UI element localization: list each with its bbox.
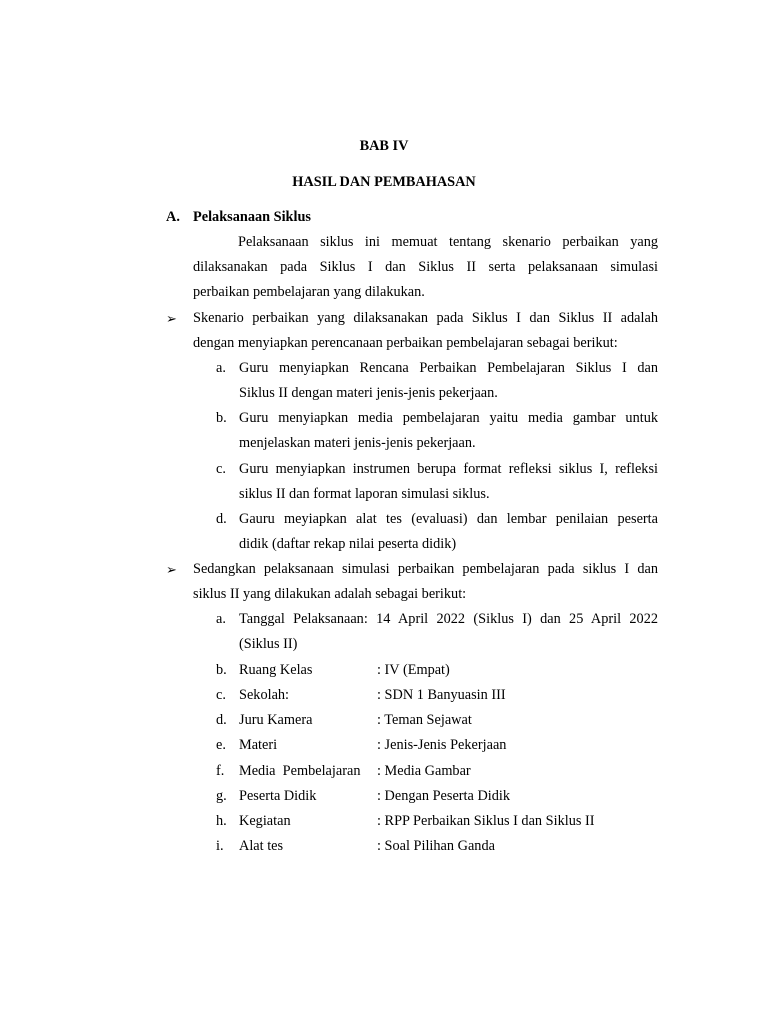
item-line: Guru menyiapkan media pembelajaran yaitu media gambar untuk xyxy=(239,410,658,426)
item-line: Guru menyiapkan instrumen berupa format refleksi siklus I, refleksi xyxy=(239,461,658,477)
item-marker: b. xyxy=(216,662,227,678)
chapter-title: HASIL DAN PEMBAHASAN xyxy=(292,174,476,190)
item-marker: c. xyxy=(216,461,226,477)
arrow-bullet-icon: ➢ xyxy=(166,562,177,577)
item-label: Ruang Kelas xyxy=(239,662,313,678)
item-marker: c. xyxy=(216,687,226,703)
intro-line-2: dilaksanakan pada Siklus I dan Siklus II serta pelaksanaan simulasi xyxy=(193,259,658,275)
item-marker: g. xyxy=(216,788,227,804)
item-label: Sekolah: xyxy=(239,687,290,703)
item-value: : Soal Pilihan Ganda xyxy=(377,838,495,854)
item-marker: f. xyxy=(216,763,225,779)
chapter-number: BAB IV xyxy=(359,138,409,154)
item-value: : RPP Perbaikan Siklus I dan Siklus II xyxy=(377,813,595,829)
item-line: didik (daftar rekap nilai peserta didik) xyxy=(239,536,457,552)
item-value: : SDN 1 Banyuasin III xyxy=(377,687,506,703)
item-line: Tanggal Pelaksanaan: 14 April 2022 (Siklus I) dan 25 April 2022 xyxy=(239,611,658,627)
item-label: Alat tes xyxy=(239,838,284,854)
item-label: Materi xyxy=(239,737,278,753)
item-marker: e. xyxy=(216,737,226,753)
item-label: Juru Kamera xyxy=(239,712,313,728)
item-marker: h. xyxy=(216,813,227,829)
item-line: Gauru meyiapkan alat tes (evaluasi) dan lembar penilaian peserta xyxy=(239,511,658,527)
item-label: Peserta Didik xyxy=(239,788,317,804)
intro-line-3: perbaikan pembelajaran yang dilakukan. xyxy=(193,284,425,300)
item-line: menjelaskan materi jenis-jenis pekerjaan. xyxy=(239,435,476,451)
section-heading: Pelaksanaan Siklus xyxy=(193,209,311,225)
bullet2-line-1: Sedangkan pelaksanaan simulasi perbaikan pembelajaran pada siklus I dan xyxy=(193,561,658,577)
item-line: (Siklus II) xyxy=(239,636,298,652)
item-marker: a. xyxy=(216,611,226,627)
item-value: : Jenis-Jenis Pekerjaan xyxy=(377,737,507,753)
item-label: Kegiatan xyxy=(239,813,291,829)
intro-line-1: Pelaksanaan siklus ini memuat tentang skenario perbaikan yang xyxy=(238,234,658,250)
item-marker: a. xyxy=(216,360,226,376)
item-marker: b. xyxy=(216,410,227,426)
item-marker: d. xyxy=(216,712,227,728)
item-value: : Dengan Peserta Didik xyxy=(377,788,511,804)
item-line: Guru menyiapkan Rencana Perbaikan Pembelajaran Siklus I dan xyxy=(239,360,658,376)
item-value: : IV (Empat) xyxy=(377,662,450,678)
item-line: siklus II dan format laporan simulasi siklus. xyxy=(239,486,490,502)
bullet1-line-1: Skenario perbaikan yang dilaksanakan pada Siklus I dan Siklus II adalah xyxy=(193,310,658,326)
bullet2-line-2: siklus II yang dilakukan adalah sebagai berikut: xyxy=(193,586,467,602)
item-marker: i. xyxy=(216,838,224,854)
item-line: Siklus II dengan materi jenis-jenis pekerjaan. xyxy=(239,385,498,401)
item-value: : Teman Sejawat xyxy=(377,712,472,728)
section-marker: A. xyxy=(166,209,180,225)
item-label: Media Pembelajaran xyxy=(239,763,361,779)
arrow-bullet-icon: ➢ xyxy=(166,311,177,326)
item-value: : Media Gambar xyxy=(377,763,471,779)
item-marker: d. xyxy=(216,511,227,527)
bullet1-line-2: dengan menyiapkan perencanaan perbaikan pembelajaran sebagai berikut: xyxy=(193,335,618,351)
